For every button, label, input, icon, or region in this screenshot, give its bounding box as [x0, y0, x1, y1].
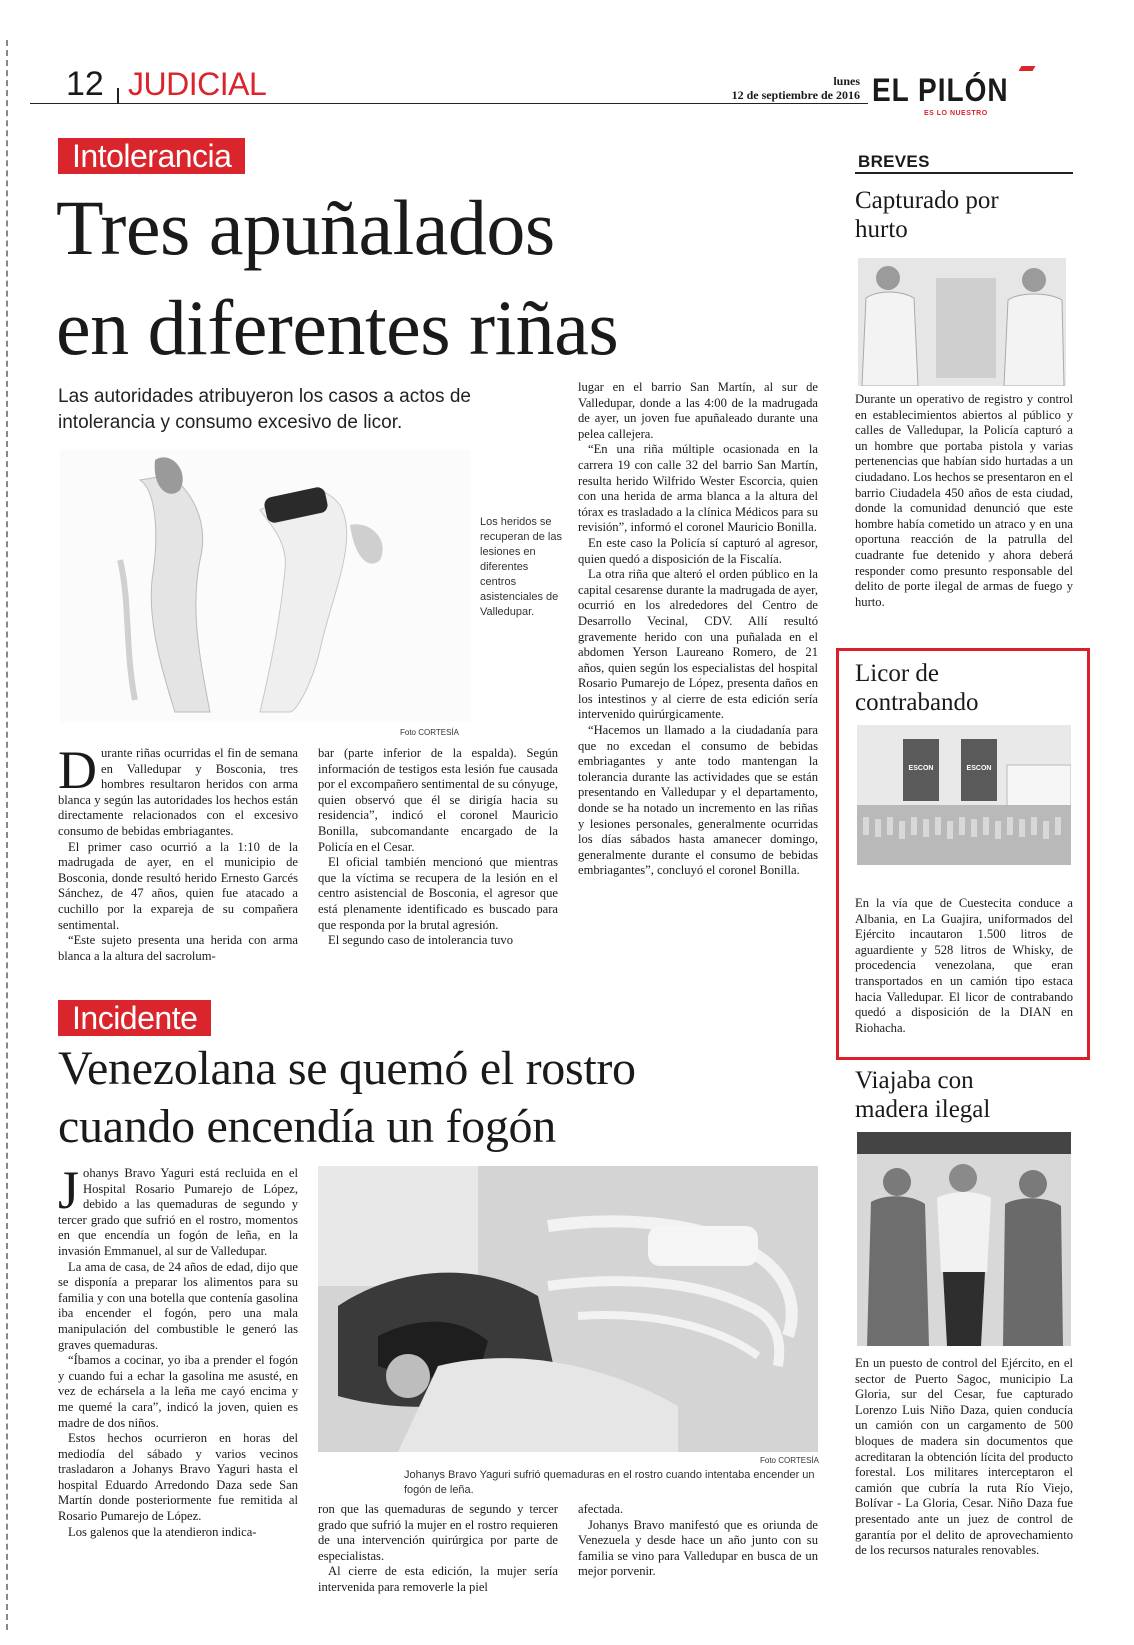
brief2-body: En la vía que de Cuestecita conduce a Albania, en La Guajira, uniformados del Ejército incautaron 1.500 litros de aguardiente y 528 litros de Whisky, de procedencia venezolana, que eran transportados en un camión tipo estaca hacia Valledupar. El licor de contrabando quedó a disposición de la DIAN en Riohacha. — [855, 896, 1073, 1035]
story1-headline — [56, 178, 836, 378]
brief1-title — [855, 186, 1075, 244]
soldiers-detainee-illustration — [857, 1132, 1071, 1346]
brief2-title-line2: contrabando — [855, 689, 979, 716]
story1-deck-line2: intolerancia y consumo excesivo de licor. — [58, 412, 403, 433]
story2-kicker: Incidente — [58, 1000, 211, 1036]
brief2-title — [855, 659, 1075, 717]
story1-photo-caption: Los heridos se recuperan de las lesiones en diferentes centros asistenciales de Valledupar. — [480, 516, 562, 618]
story2-headline — [58, 1040, 838, 1156]
story2-photo-caption: Johanys Bravo Yaguri sufrió quemaduras en el rostro cuando intentaba encender un fogón de leña. — [404, 1469, 815, 1496]
story1-col3-paragraph: lugar en el barrio San Martín, al sur de Valledupar, donde a las 4:00 de la madrugada de ayer, un joven fue apuñaleado durante una pelea callejera. — [578, 380, 818, 441]
section-title: JUDICIAL — [128, 66, 267, 102]
brief3-title — [855, 1066, 1075, 1124]
page-edge-dashes — [6, 40, 8, 1630]
story1-headline-line2: en diferentes riñas — [56, 284, 619, 371]
brief2-banner-right: ESCON — [966, 765, 992, 772]
police-officers-illustration — [858, 258, 1066, 386]
story1-col3-paragraph: “Hacemos un llamado a la ciudadanía para que no excedan el consumo de bebidas embriagantes y ante todo mantengan la tolerancia durante las actividades que se están presentando en Valledupar y el departamento, donde se ha notado un incremento en las riñas y lesiones personales, generalmente ocurridas los días sábados hasta amanecer domingo, generalmente durante el consumo de bebidas embriagantes”, concluyó el coronel Bonilla. — [578, 723, 818, 878]
story2-col2-paragraph: Al cierre de esta edición, la mujer sería intervenida para removerle la piel — [318, 1564, 558, 1594]
story1-photo-credit: Foto CORTESÍA — [400, 728, 459, 737]
brief3-body: En un puesto de control del Ejército, en el sector de Puerto Sagoc, municipio La Gloria, sur del Cesar, fue capturado Lorenzo Luis Niño Daza, quien conducía un camión con un cargamento de 500 bloques de madera sin documentos que acreditaran la obtención lícita del producto forestal. Los militares interceptaron el camión que cubría la ruta Río Viejo, Bolívar - La Gloria, Cesar. Niño Daza fue presentado ante un juez de control de garantía por el delito de aprovechamiento de los recursos naturales renovables. — [855, 1356, 1073, 1558]
story2-dropcap: J — [58, 1160, 80, 1220]
story1-headline-line1: Tres apuñalados — [56, 184, 555, 271]
story1-col3-paragraph: En este caso la Policía sí capturó al agresor, quien quedó a disposición de la Fiscalía. — [578, 535, 818, 566]
story1-col2-paragraph: El oficial también mencionó que mientras que la víctima se recupera de la lesión en el centro asistencial de Bosconia, el agresor que está plenamente identificado es buscado para que responda por la brutal agresión. — [318, 855, 558, 932]
logo-accent — [1019, 66, 1036, 71]
story1-deck — [58, 384, 558, 436]
header-rule — [30, 103, 868, 104]
story2-col3-paragraph: Johanys Bravo manifestó que es oriunda de Venezuela y desde hace un año junto con su familia se vino para Valledupar en busca de un mejor porvenir. — [578, 1517, 818, 1579]
logo-wordmark: EL PILÓN — [872, 72, 1009, 108]
story1-col3-paragraph: “En una riña múltiple ocasionada en la carrera 19 con calle 32 del barrio San Martín, resulta herido Wilfrido Wester Escorcia, quien con una herida de arma blanca a la altura del tórax es trasladado a la clínica Médicos para su revisión”, informó el coronel Mauricio Bonilla. — [578, 442, 818, 535]
story2-col1-paragraph: La ama de casa, de 24 años de edad, dijo que se disponía a preparar los alimentos para su familia y con una botella que contenía gasolina iba encender el fogón, pero una mala manipulación del combustible le generó las graves quemaduras. — [58, 1259, 298, 1352]
story2-headline-line1: Venezolana se quemó el rostro — [58, 1042, 636, 1095]
story2-col3-paragraph: afectada. — [578, 1502, 624, 1516]
story1-deck-line1: Las autoridades atribuyeron los casos a actos de — [58, 386, 471, 407]
story1-dropcap: D — [58, 740, 97, 800]
story2-col1-paragraph: “Íbamos a cocinar, yo iba a prender el fogón y cuando fui a echar la gasolina me asusté, en vez de echársela a la leña me cayó encima y me quemé la cara”, indicó la joven, quien es madre de dos niños. — [58, 1353, 298, 1430]
hospital-bed-illustration — [318, 1166, 818, 1452]
brief1-title-line1: Capturado por — [855, 187, 999, 214]
story2-photo-credit: Foto CORTESÍA — [760, 1456, 819, 1465]
story1-col1-paragraph: “Este sujeto presenta una herida con arma blanca a la altura del sacrolum- — [58, 933, 298, 963]
brief2-photo — [857, 725, 1071, 865]
story1-col2-paragraph: El segundo caso de intolerancia tuvo — [328, 933, 514, 948]
story2-column-3 — [578, 1502, 818, 1580]
story2-photo — [318, 1166, 818, 1452]
story1-col2-paragraph: bar (parte inferior de la espalda). Según información de testigos esta lesión fue causada por el excompañero sentimental de su cónyuge, quien observó que él se dirigía hacia su residencia”, indicó el coronel Mauricio Bonilla, subcomandante encargado de la Policía en el Cesar. — [318, 746, 558, 854]
page-number-divider — [117, 88, 119, 104]
story2-col1-paragraph: Estos hechos ocurrieron en horas del mediodía del sábado y varios vecinos trasladaron a Johanys Bravo Yaguri hasta el hospital Eduardo Arredondo Daza sede San Martín donde posteriormente fue remitida al Rosario Pumarejo de López. — [58, 1431, 298, 1524]
logo — [872, 72, 1062, 120]
story1-col1-paragraph: urante riñas ocurridas el fin de semana en Valledupar y Bosconia, tres hombres resultaron heridos con arma blanca y según las autoridades los hechos están directamente relacionados con el excesivo consumo de bebidas embriagantes. — [58, 746, 298, 838]
logo-tagline: ES LO NUESTRO — [924, 110, 988, 117]
story2-col1-paragraph: ohanys Bravo Yaguri está recluida en el Hospital Rosario Pumarejo de López, debido a las quemaduras de segundo y tercer grado que sufrió en el rostro, momentos en que encendía un fogón de leña, en la invasión Emmanuel, al sur de Valledupar. — [58, 1166, 298, 1258]
story1-photo — [60, 450, 470, 722]
brief3-photo — [857, 1132, 1071, 1346]
brief1-body: Durante un operativo de registro y control en establecimientos abiertos al público y calles de Valledupar, la Policía capturó a un hombre que portaba pistola y varias pertenencias que habían sido hurtadas a un ciudadano. Los hechos se presentaron en el barrio Ciudadela 450 años de esta ciudad, donde la comunidad denunció que este hombre había cometido un atraco y en una oportuna reacción de la patrulla del cuadrante fue detenido y ahora deberá responder como presunto responsable del delito de porte ilegal de armas de fuego y hurto. — [855, 392, 1073, 609]
header-date: 12 de septiembre de 2016 — [731, 88, 860, 102]
breves-label: BREVES — [858, 152, 930, 171]
story2-column-2 — [318, 1502, 558, 1596]
story1-col1-paragraph: El primer caso ocurrió a la 1:10 de la madrugada de ayer, en el municipio de Bosconia, donde resultó herido Ernesto Garcés Sánchez, de 47 años, quien fue atacado a cuchillo por la expareja de su compañera sentimental. — [58, 839, 298, 932]
story1-col3-paragraph: La otra riña que alteró el orden público en la capital cesarense durante la madrugada de ayer, ocurrió en los alrededores del Centro de Desarrollo Vecinal, CDV. Allí resultó gravemente herido con una puñalada en el abdomen Yerson Laureano Romero, de 21 años, quien según los especialistas del hospital Rosario Pumarejo de López, presenta daños en los intestinos y al cierre de esta edición sería intervenido quirúrgicamente. — [578, 567, 818, 722]
brief1-title-line2: hurto — [855, 216, 908, 243]
breves-rule — [855, 172, 1073, 174]
story1-column-2 — [318, 746, 558, 949]
brief2-banner-left: ESCON — [908, 765, 934, 772]
story2-col2-paragraph: ron que las quemaduras de segundo y tercer grado que sufrió la mujer en el rostro requieren de una intervención quirúrgica por parte de especialistas. — [318, 1502, 558, 1563]
brief1-photo — [858, 258, 1066, 386]
page-number: 12 — [66, 65, 104, 103]
story1-column-3 — [578, 380, 818, 879]
story2-col1-paragraph: Los galenos que la atendieron indica- — [68, 1524, 257, 1539]
header-day: lunes — [833, 74, 860, 88]
story2-headline-line2: cuando encendía un fogón — [58, 1100, 556, 1153]
story2-column-1 — [58, 1160, 298, 1540]
seized-liquor-illustration — [857, 725, 1071, 865]
story1-column-1 — [58, 740, 298, 964]
bandaged-hands-illustration — [60, 450, 470, 722]
brief2-title-line1: Licor de — [855, 660, 939, 687]
brief3-title-line1: Viajaba con — [855, 1067, 974, 1094]
brief3-title-line2: madera ilegal — [855, 1096, 991, 1123]
story1-kicker: Intolerancia — [58, 138, 245, 174]
